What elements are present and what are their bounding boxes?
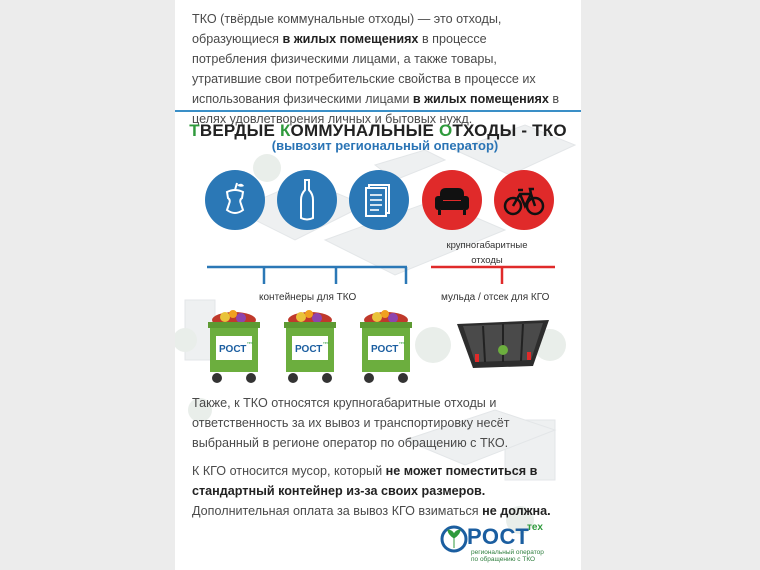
logo-leaf-icon	[439, 524, 469, 554]
kgo-bracket	[429, 264, 559, 290]
logo-subtitle: региональный оператор по обращению с ТКО	[471, 549, 544, 563]
food-waste-icon	[205, 170, 265, 230]
svg-text:РОСТ: РОСТ	[295, 344, 323, 355]
tko-container	[281, 308, 339, 388]
infographic-subtitle: (вывозит региональный оператор)	[271, 138, 499, 153]
bottle-icon	[277, 170, 337, 230]
svg-text:РОСТ: РОСТ	[371, 344, 399, 355]
tko-bracket	[205, 264, 415, 290]
tko-container	[357, 308, 415, 388]
tko-container	[205, 308, 263, 388]
mulda-label: мульда / отсек для КГО	[441, 292, 550, 303]
rosttex-logo: РОСТ тех региональный оператор по обращению с ТКО	[439, 522, 579, 566]
kgo-responsibility-paragraph: Также, к ТКО относятся крупногабаритные отходы и ответственность за их вывоз и транспортировку несёт выбранный в регионе оператор по обращению с ТКО.	[192, 396, 510, 450]
intro-paragraph: ТКО (твёрдые коммунальные отходы) — это отходы, образующиеся в жилых помещениях в процессе потребления физическими лицами, а также товары, утратившие свои потребительские свойства в процессе их использования физическими лицами в жилых помещениях в целях удовлетворения личных и бытовых нужд.	[192, 12, 560, 126]
svg-text:тех: тех	[323, 340, 329, 345]
bulky-waste-label: крупногабаритные отходы	[446, 240, 528, 266]
bicycle-icon	[494, 170, 554, 230]
svg-text:тех: тех	[399, 340, 405, 345]
svg-text:тех: тех	[247, 340, 253, 345]
paper-document-icon	[349, 170, 409, 230]
infographic-sheet	[175, 0, 581, 570]
containers-label: контейнеры для ТКО	[259, 292, 357, 303]
section-divider	[175, 110, 581, 112]
infographic-title: ТВЕРДЫЕ КОММУНАЛЬНЫЕ ОТХОДЫ - ТКО	[189, 121, 567, 140]
kgo-skip-container	[453, 310, 553, 374]
kgo-definition-paragraph: К КГО относится мусор, который не может поместиться в стандартный контейнер из-за своих размеров. Дополнительная оплата за вывоз КГО взиматься не должна.	[192, 464, 551, 518]
armchair-icon	[422, 170, 482, 230]
svg-text:РОСТ: РОСТ	[219, 344, 247, 355]
